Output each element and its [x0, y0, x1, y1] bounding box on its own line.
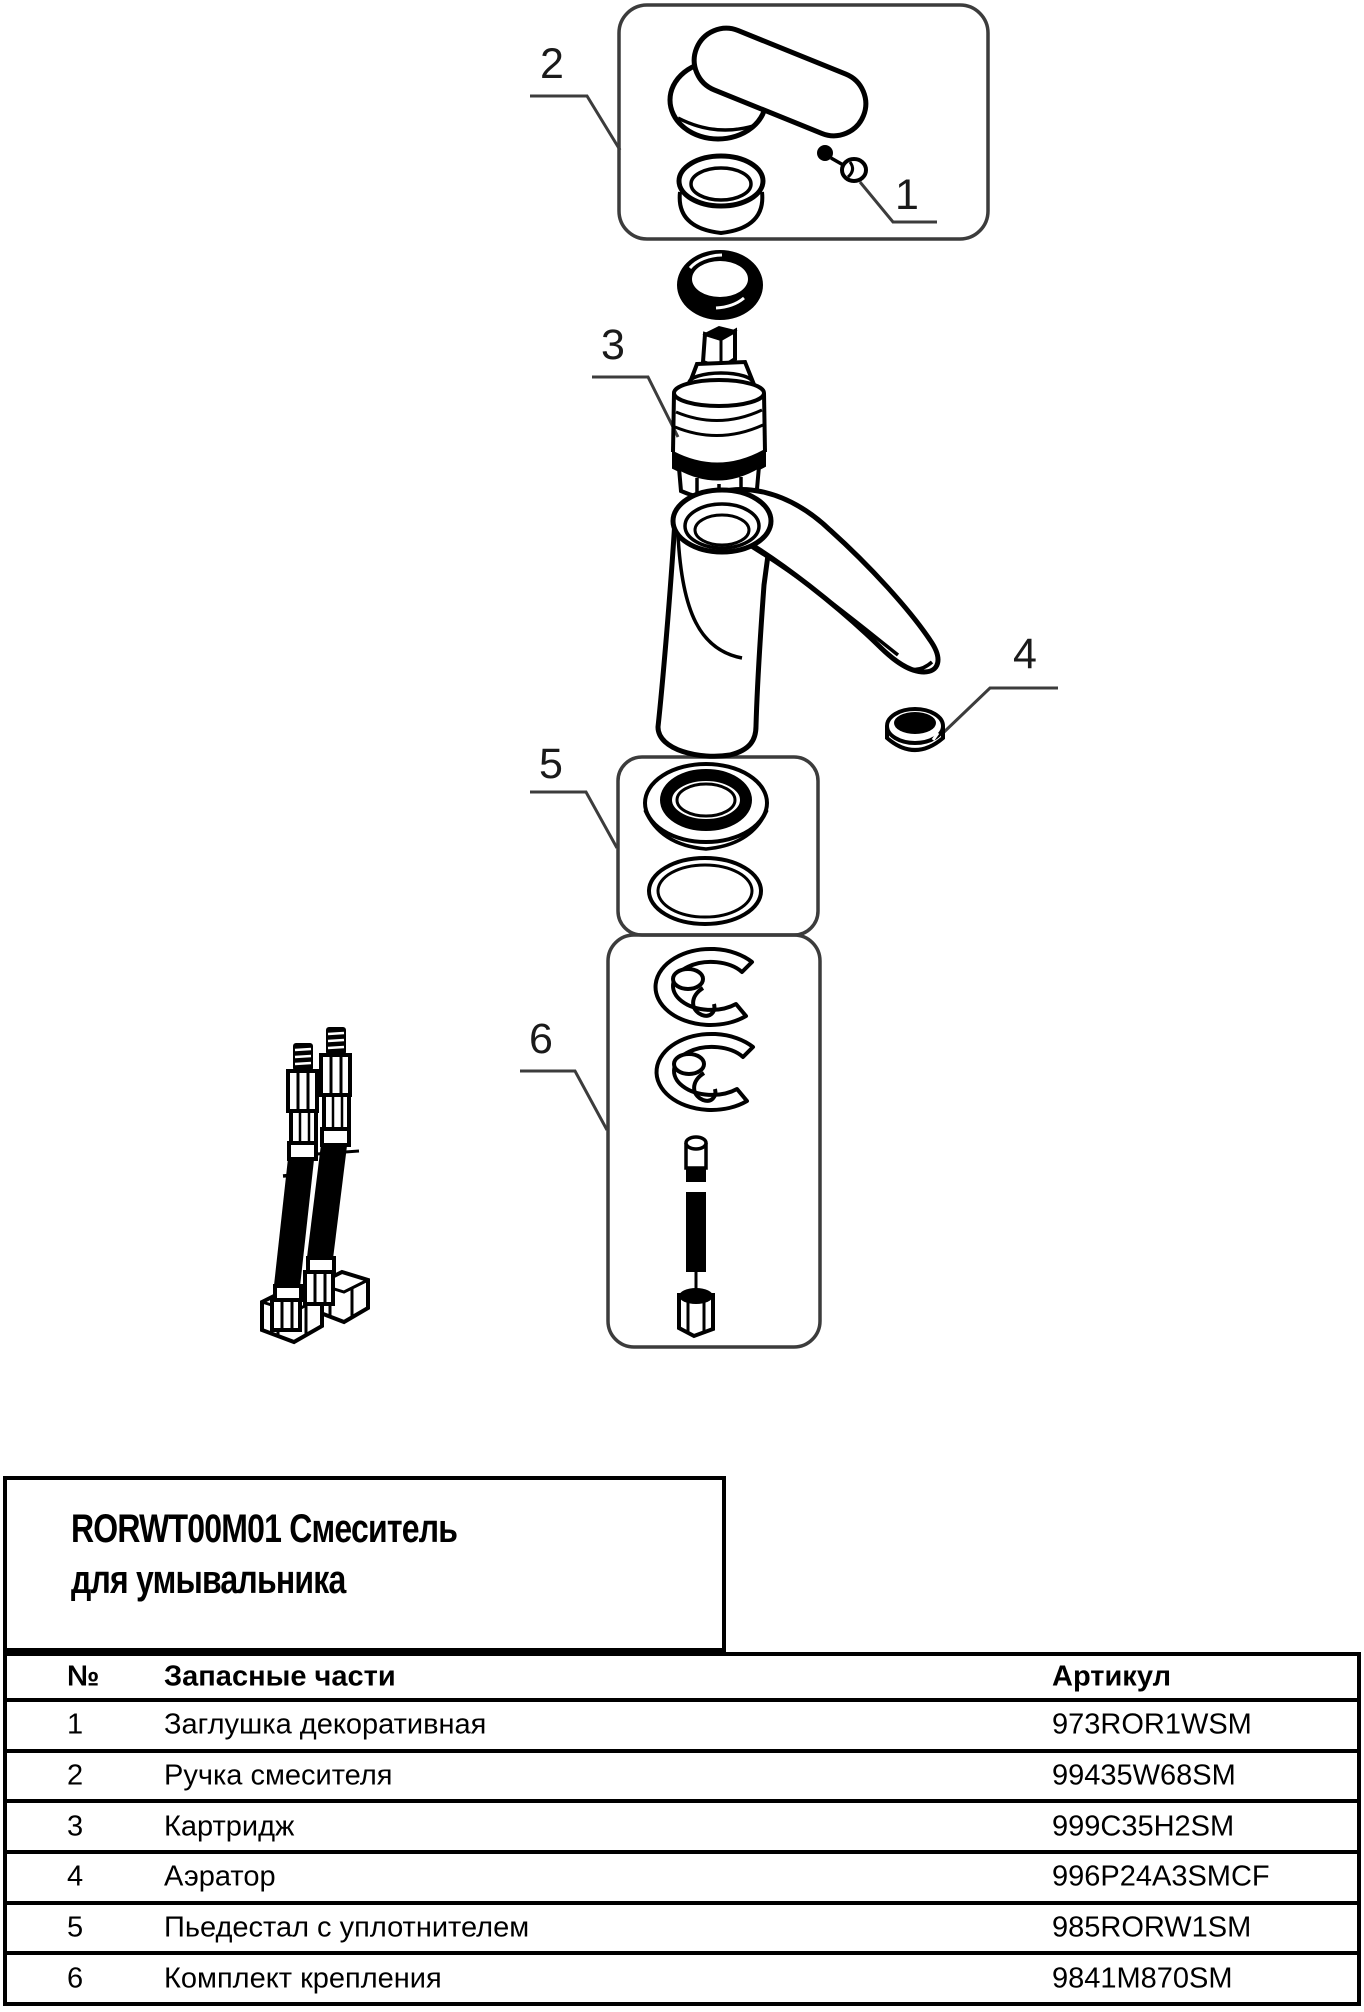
callout-1: 1 [895, 171, 919, 219]
threaded-stud [686, 1137, 706, 1292]
row-num: 6 [67, 1962, 84, 1995]
row-article: 996P24A3SMCF [1052, 1860, 1270, 1893]
row-part: Комплект крепления [164, 1962, 442, 1995]
aerator [887, 709, 943, 750]
row-part: Картридж [164, 1810, 295, 1843]
header-part: Запасные части [164, 1660, 396, 1693]
screw [817, 145, 866, 181]
mounting-nut [679, 1288, 713, 1336]
row-part: Заглушка декоративная [164, 1708, 487, 1741]
callout-6: 6 [529, 1015, 553, 1063]
table-row [7, 1799, 1357, 1850]
callout-2: 2 [540, 40, 564, 88]
row-num: 1 [67, 1708, 84, 1741]
parts-table [3, 1652, 1361, 2006]
row-part: Ручка смесителя [164, 1759, 393, 1792]
mounting-kit [656, 949, 753, 1336]
row-num: 5 [67, 1911, 84, 1944]
row-part: Аэратор [164, 1860, 276, 1893]
table-header [7, 1656, 1357, 1702]
leader-3 [592, 377, 678, 437]
callout-3: 3 [601, 321, 625, 369]
table-row [7, 1702, 1357, 1749]
row-article: 9841M870SM [1052, 1962, 1233, 1995]
leader-6 [520, 1071, 607, 1130]
title-block [3, 1476, 726, 1652]
leader-2 [530, 96, 620, 150]
row-part: Пьедестал с уплотнителем [164, 1911, 530, 1944]
table-row [7, 1749, 1357, 1800]
handle-group [670, 19, 875, 233]
horseshoe-clip [656, 949, 752, 1025]
header-num: № [67, 1660, 100, 1693]
row-article: 985RORW1SM [1052, 1911, 1252, 1944]
row-article: 999C35H2SM [1052, 1810, 1235, 1843]
callout-5: 5 [539, 740, 563, 788]
callout-4: 4 [1013, 630, 1037, 678]
table-row [7, 1850, 1357, 1901]
handle-nut [677, 250, 763, 320]
row-num: 3 [67, 1810, 84, 1843]
leader-5 [530, 792, 617, 848]
table-row [7, 1901, 1357, 1952]
table-row [7, 1951, 1357, 2002]
row-article: 99435W68SM [1052, 1759, 1236, 1792]
cartridge [673, 327, 765, 503]
header-article: Артикул [1052, 1660, 1171, 1693]
pedestal-group [645, 764, 767, 924]
supply-hoses [262, 1027, 368, 1342]
leader-4 [943, 688, 1058, 733]
row-article: 973ROR1WSM [1052, 1708, 1252, 1741]
row-num: 2 [67, 1759, 84, 1792]
product-code-title: RORWT00M01 Смеситель [71, 1507, 458, 1551]
mounting-kit-box [608, 935, 820, 1347]
row-num: 4 [67, 1860, 84, 1893]
product-title-line2: для умывальника [71, 1558, 346, 1602]
